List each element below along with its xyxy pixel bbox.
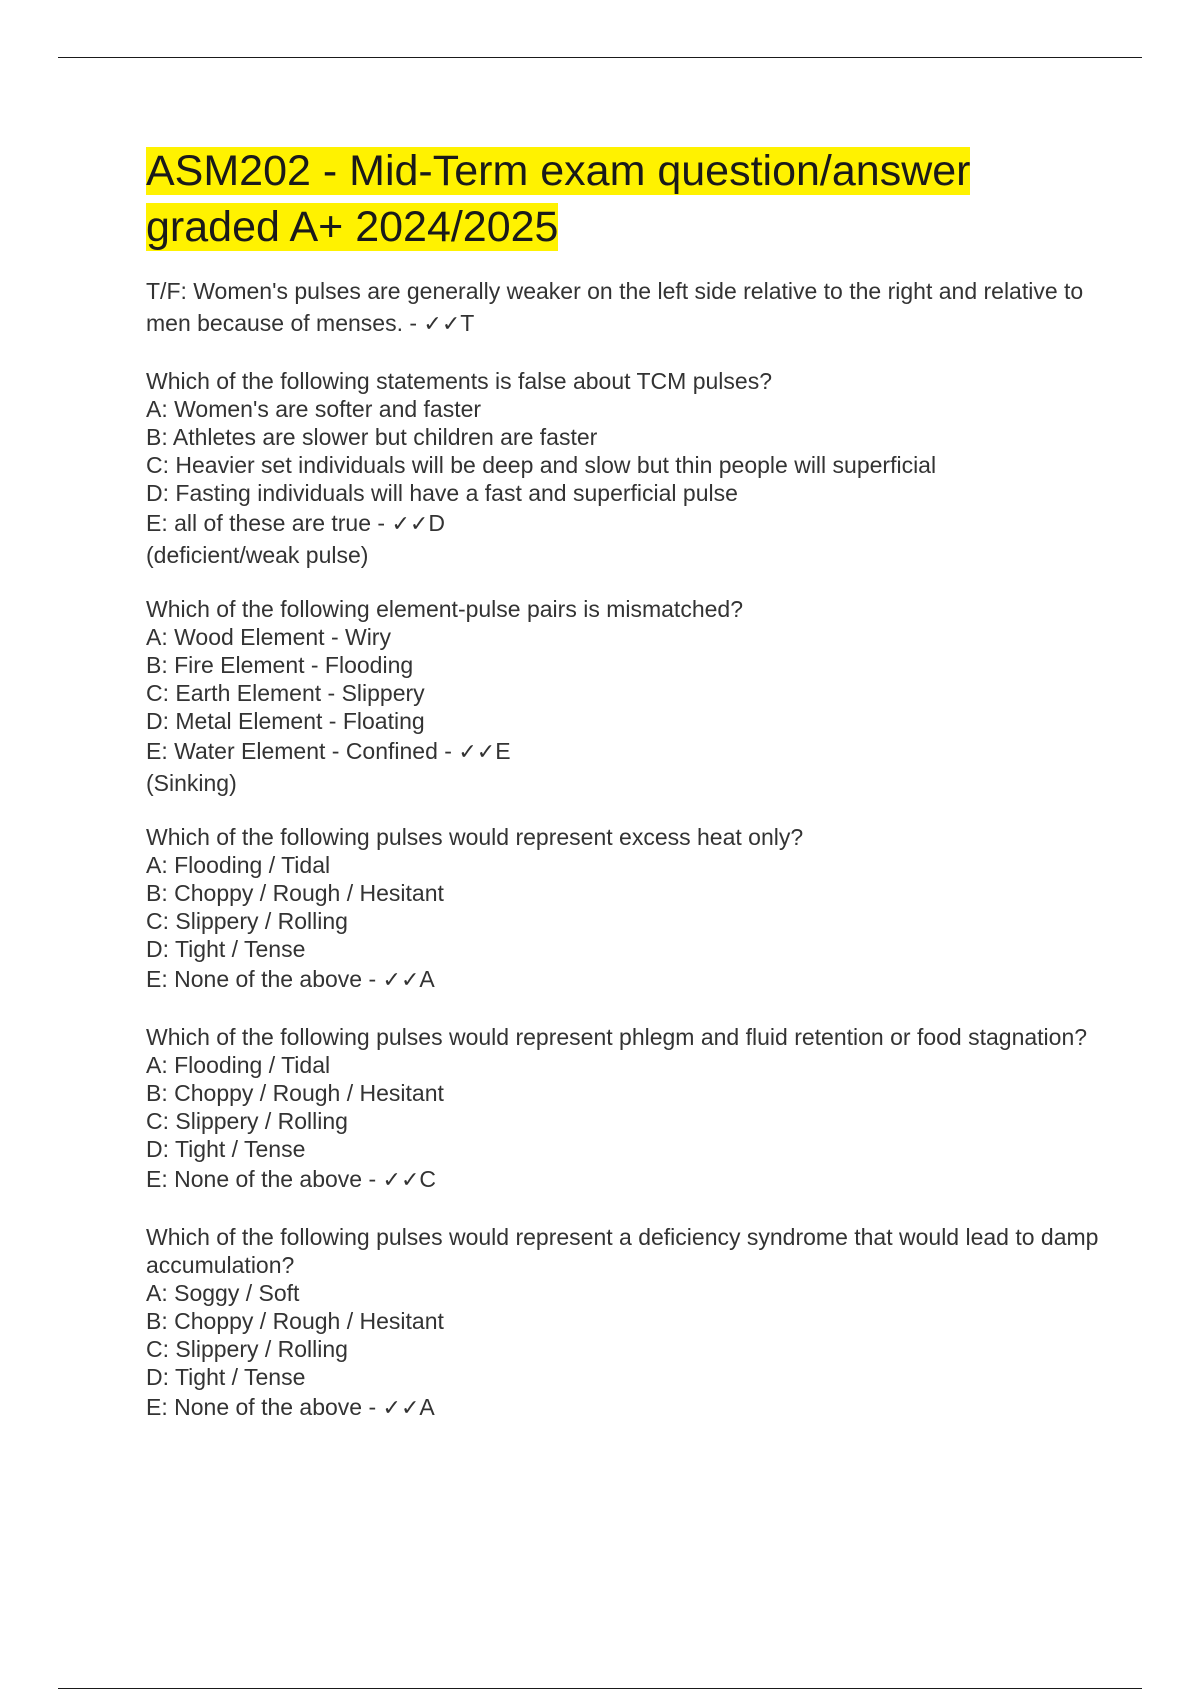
footer-rule xyxy=(58,1688,1142,1689)
option-line xyxy=(146,651,1106,679)
line-text: Which of the following pulses would represent a deficiency syndrome that would lead to damp accumulation? xyxy=(146,1224,1105,1278)
line-text: Which of the following pulses would represent phlegm and fluid retention or food stagnation? xyxy=(146,1024,1088,1050)
line-text: C: Heavier set individuals will be deep and slow but thin people will superficial xyxy=(146,452,937,478)
line-text: E: Water Element - Confined - xyxy=(146,738,459,764)
question-block xyxy=(146,367,1106,569)
option-line xyxy=(146,879,1106,907)
line-text: C: Slippery / Rolling xyxy=(146,1336,348,1362)
line-text: E: all of these are true - xyxy=(146,510,392,536)
option-line xyxy=(146,907,1106,935)
question-block xyxy=(146,823,1106,997)
option-line xyxy=(146,1279,1106,1307)
line-text: C: Slippery / Rolling xyxy=(146,1108,348,1134)
header-rule xyxy=(58,57,1142,58)
line-text: B: Athletes are slower but children are faster xyxy=(146,424,598,450)
question-block xyxy=(146,1223,1106,1425)
option-line xyxy=(146,935,1106,963)
question-block xyxy=(146,595,1106,797)
question-text xyxy=(146,367,1106,395)
question-text xyxy=(146,595,1106,623)
line-text: A: Flooding / Tidal xyxy=(146,852,331,878)
line-text: E: None of the above - xyxy=(146,1166,383,1192)
correct-answer: A xyxy=(419,966,435,992)
line-text: A: Soggy / Soft xyxy=(146,1280,300,1306)
check-mark-icon: ✓✓ xyxy=(458,740,496,765)
option-line xyxy=(146,395,1106,423)
line-text: A: Wood Element - Wiry xyxy=(146,624,391,650)
line-text: C: Earth Element - Slippery xyxy=(146,680,425,706)
line-text: B: Choppy / Rough / Hesitant xyxy=(146,880,444,906)
option-line xyxy=(146,851,1106,879)
document-title: ASM202 - Mid-Term exam question/answer graded A+ 2024/2025 xyxy=(146,147,971,251)
line-text: A: Women's are softer and faster xyxy=(146,396,482,422)
option-line xyxy=(146,707,1106,735)
option-line xyxy=(146,679,1106,707)
question-text xyxy=(146,275,1106,341)
answer-note: (deficient/weak pulse) xyxy=(146,542,369,568)
question-block xyxy=(146,1023,1106,1197)
line-text: A: Flooding / Tidal xyxy=(146,1052,331,1078)
check-mark-icon: ✓✓ xyxy=(382,1168,420,1193)
option-line xyxy=(146,1307,1106,1335)
check-mark-icon: ✓✓ xyxy=(391,512,429,537)
line-text: T/F: Women's pulses are generally weaker on the left side relative to the right and relative to men because of menses. - xyxy=(146,278,1090,336)
line-text: B: Fire Element - Flooding xyxy=(146,652,414,678)
line-text: Which of the following pulses would represent excess heat only? xyxy=(146,824,804,850)
correct-answer: D xyxy=(428,510,445,536)
question-text xyxy=(146,1223,1106,1279)
line-text: D: Metal Element - Floating xyxy=(146,708,425,734)
correct-answer: A xyxy=(419,1394,435,1420)
option-line xyxy=(146,623,1106,651)
line-text: E: None of the above - xyxy=(146,966,383,992)
line-text: E: None of the above - xyxy=(146,1394,383,1420)
correct-answer: C xyxy=(419,1166,437,1192)
correct-answer: T xyxy=(460,310,475,336)
line-text: Which of the following element-pulse pairs is mismatched? xyxy=(146,596,743,622)
question-text xyxy=(146,1023,1106,1051)
option-line xyxy=(146,1363,1106,1391)
question-text xyxy=(146,823,1106,851)
check-mark-icon: ✓✓ xyxy=(382,1396,420,1421)
document-body xyxy=(146,143,1106,1451)
line-text: D: Fasting individuals will have a fast and superficial pulse xyxy=(146,480,738,506)
line-text: Which of the following statements is false about TCM pulses? xyxy=(146,368,772,394)
option-line xyxy=(146,1079,1106,1107)
answer-line xyxy=(146,1391,1106,1425)
answer-line xyxy=(146,507,1106,541)
line-text: B: Choppy / Rough / Hesitant xyxy=(146,1080,444,1106)
option-line xyxy=(146,423,1106,451)
correct-answer: E xyxy=(495,738,511,764)
answer-line xyxy=(146,963,1106,997)
answer-note: (Sinking) xyxy=(146,770,237,796)
check-mark-icon: ✓✓ xyxy=(423,312,461,337)
option-line xyxy=(146,479,1106,507)
option-line xyxy=(146,1335,1106,1363)
check-mark-icon: ✓✓ xyxy=(382,968,420,993)
line-text: D: Tight / Tense xyxy=(146,936,306,962)
question-block xyxy=(146,275,1106,341)
option-line xyxy=(146,1135,1106,1163)
line-text: D: Tight / Tense xyxy=(146,1136,306,1162)
option-line xyxy=(146,1107,1106,1135)
answer-line xyxy=(146,1163,1106,1197)
option-line xyxy=(146,451,1106,479)
answer-line xyxy=(146,735,1106,769)
line-text: C: Slippery / Rolling xyxy=(146,908,348,934)
option-line xyxy=(146,1051,1106,1079)
question-list xyxy=(146,275,1106,1425)
line-text: D: Tight / Tense xyxy=(146,1364,306,1390)
line-text: B: Choppy / Rough / Hesitant xyxy=(146,1308,444,1334)
